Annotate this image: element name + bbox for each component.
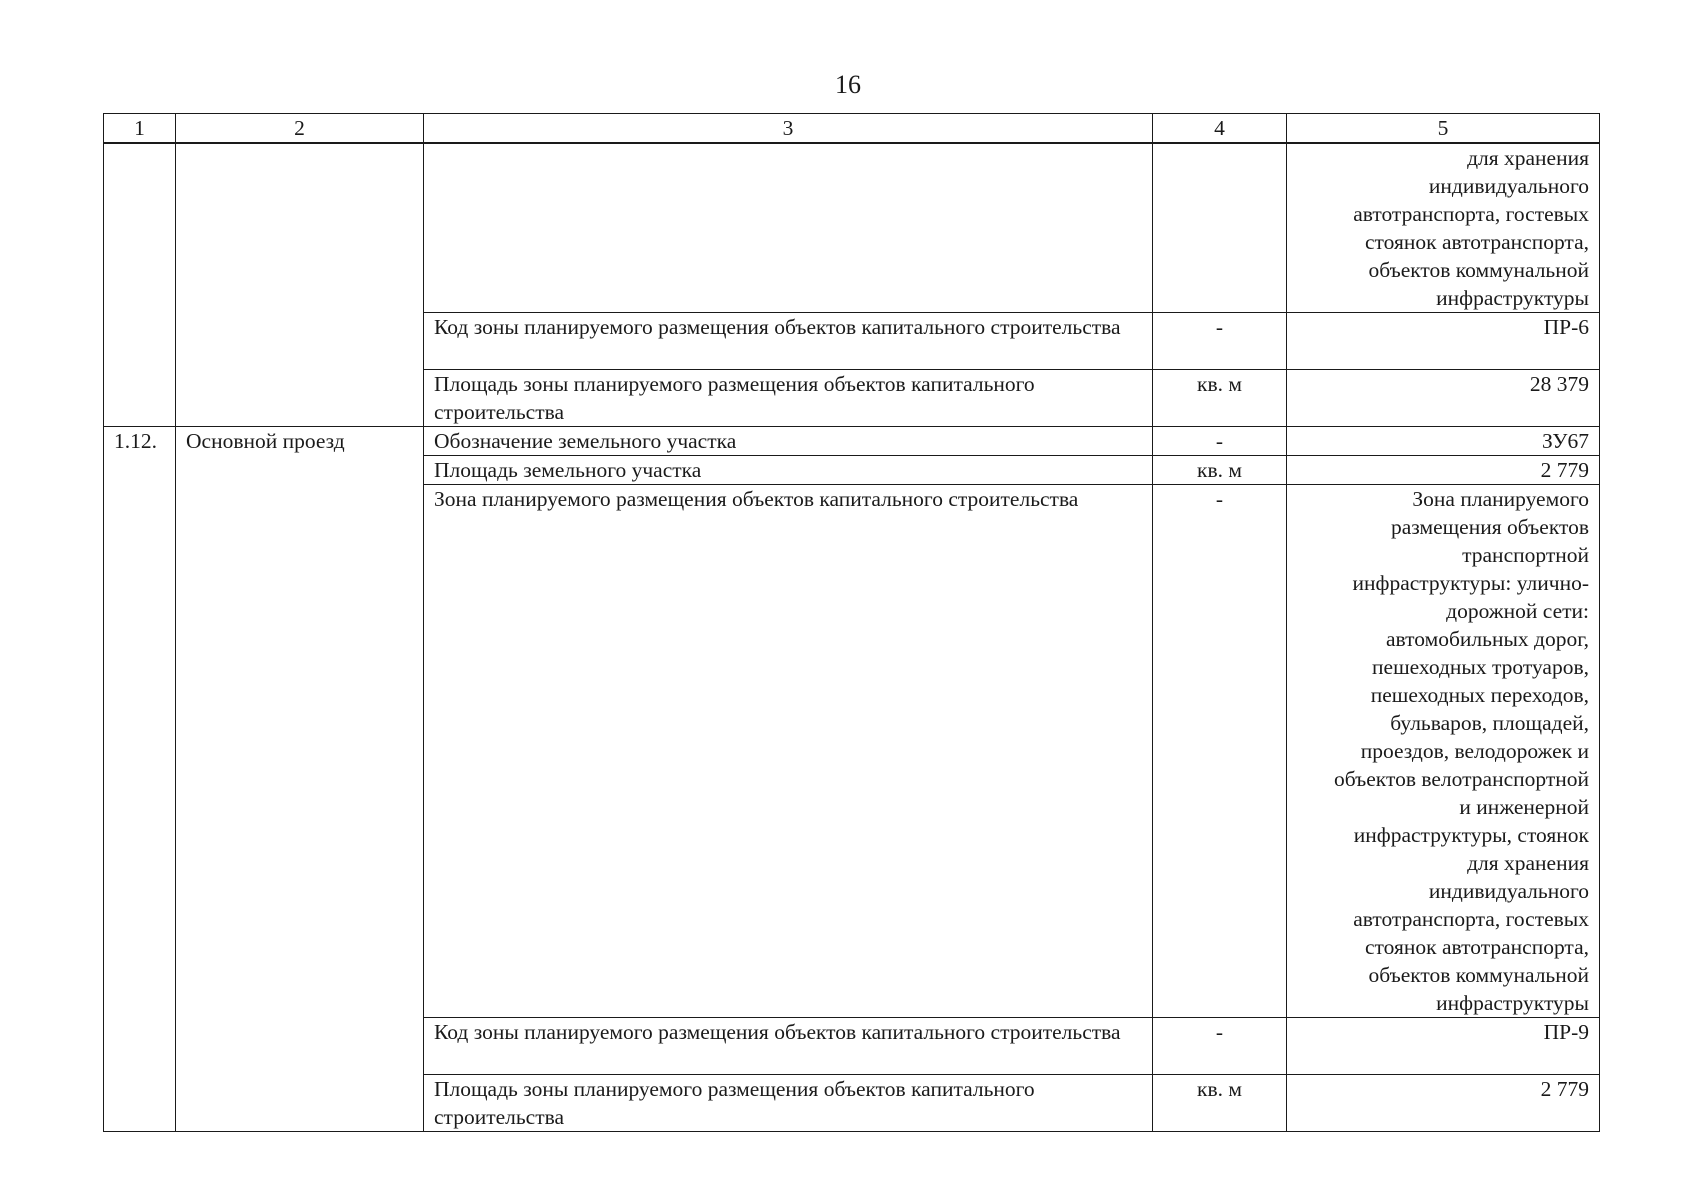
- column-number-header-row: [104, 114, 1600, 144]
- prev-item-name-cell: [176, 143, 424, 427]
- unit-cell: [1153, 143, 1287, 313]
- param-cell: Код зоны планируемого размещения объектов капитального строительства: [424, 1018, 1153, 1075]
- value-cell: для хранения индивидуального автотранспорта, гостевых стоянок автотранспорта, объектов коммунальной инфраструктуры: [1287, 143, 1600, 313]
- table-row: [104, 143, 1600, 313]
- value-cell: 2 779: [1287, 456, 1600, 485]
- header-col-5: 5: [1287, 114, 1600, 144]
- param-cell: Площадь зоны планируемого размещения объектов капитального строительства: [424, 370, 1153, 427]
- param-cell: Площадь зоны планируемого размещения объектов капитального строительства: [424, 1075, 1153, 1132]
- param-cell: [424, 143, 1153, 313]
- unit-cell: кв. м: [1153, 370, 1287, 427]
- unit-cell: кв. м: [1153, 1075, 1287, 1132]
- value-cell: ПР-6: [1287, 313, 1600, 370]
- header-col-3: 3: [424, 114, 1153, 144]
- header-col-2: 2: [176, 114, 424, 144]
- value-cell: Зона планируемого размещения объектов транспортной инфраструктуры: улично- дорожной сети: автомобильных дорог, пешеходных тротуаров, пешеходных переходов, бульваров, площадей, проездов, велодорожек и объектов велотранспортной и инженерной инфраструктуры, стоянок для хранения индивидуального автотранспорта, гостевых стоянок автотранспорта, объектов коммунальной инфраструктуры: [1287, 485, 1600, 1018]
- unit-cell: -: [1153, 313, 1287, 370]
- param-cell: Обозначение земельного участка: [424, 427, 1153, 456]
- value-cell: ПР-9: [1287, 1018, 1600, 1075]
- header-col-4: 4: [1153, 114, 1287, 144]
- value-cell: 28 379: [1287, 370, 1600, 427]
- unit-cell: кв. м: [1153, 456, 1287, 485]
- header-col-1: 1: [104, 114, 176, 144]
- prev-item-number-cell: [104, 143, 176, 427]
- unit-cell: -: [1153, 427, 1287, 456]
- page-number: 16: [835, 70, 861, 99]
- table-row: [104, 427, 1600, 456]
- unit-cell: -: [1153, 1018, 1287, 1075]
- item-number-cell: 1.12.: [104, 427, 176, 1132]
- param-cell: Код зоны планируемого размещения объектов капитального строительства: [424, 313, 1153, 370]
- value-cell: 2 779: [1287, 1075, 1600, 1132]
- parameters-table: [103, 113, 1600, 1132]
- param-cell: Площадь земельного участка: [424, 456, 1153, 485]
- value-cell: ЗУ67: [1287, 427, 1600, 456]
- unit-cell: -: [1153, 485, 1287, 1018]
- item-name-cell: Основной проезд: [176, 427, 424, 1132]
- param-cell: Зона планируемого размещения объектов капитального строительства: [424, 485, 1153, 1018]
